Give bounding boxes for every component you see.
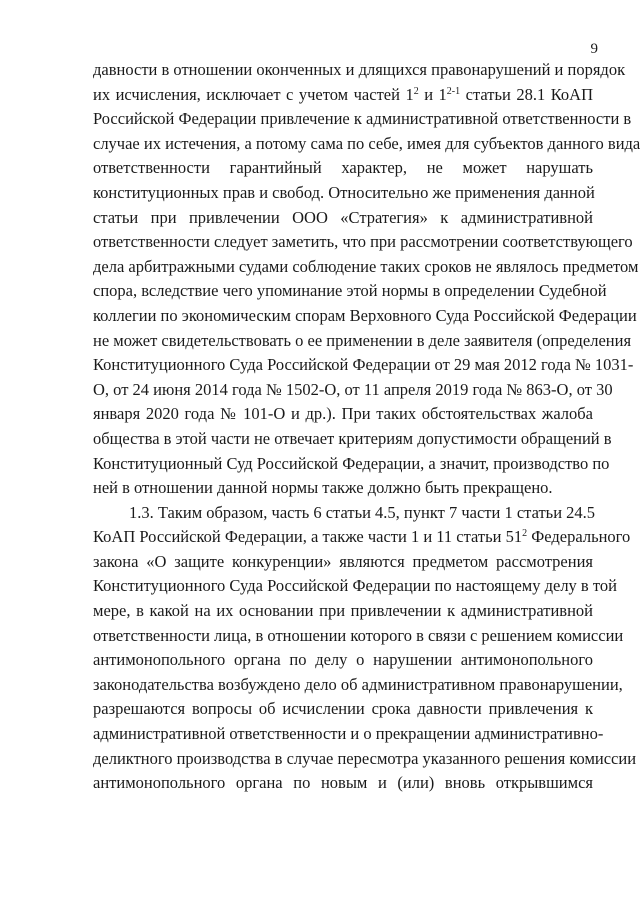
text-segment: и 1 xyxy=(418,84,447,104)
text-segment: Конституционный Суд Российской Федерации, а значит, производство по xyxy=(93,453,610,473)
text-segment: деликтного производства в случае пересмотра указанного решения комиссии xyxy=(93,748,637,768)
text-line xyxy=(93,279,607,304)
superscript: 2-1 xyxy=(446,85,461,97)
text-line xyxy=(93,452,610,477)
text-line xyxy=(93,427,612,452)
text-line xyxy=(93,747,637,772)
text-segment: января 2020 года № 101-О и др.). При таких обстоятельствах жалоба xyxy=(93,404,593,424)
text-line xyxy=(93,181,593,206)
text-segment: О, от 24 июня 2014 года № 1502-О, от 11 апреля 2019 года № 863-О, от 30 xyxy=(93,379,613,399)
text-line xyxy=(93,329,632,354)
text-segment: дела арбитражными судами соблюдение таких сроков не являлось предметом xyxy=(93,256,639,276)
text-segment: законодательства возбуждено дело об административном правонарушении, xyxy=(93,674,623,694)
text-segment: антимонопольного органа по новым и (или) вновь открывшимся xyxy=(93,773,593,793)
page-number: 9 xyxy=(590,41,598,57)
text-segment: общества в этой части не отвечает критериям допустимости обращений в xyxy=(93,428,612,448)
text-line xyxy=(93,697,593,722)
text-segment: коллегии по экономическим спорам Верховного Суда Российской Федерации xyxy=(93,305,637,325)
text-line xyxy=(93,230,633,255)
text-line xyxy=(93,501,596,526)
text-segment: административной ответственности и о прекращении административно- xyxy=(93,724,604,744)
text-line xyxy=(93,206,593,231)
text-segment: КоАП Российской Федерации, а также части 1 и 11 статьи 51 xyxy=(93,527,523,547)
text-segment: Федерального xyxy=(527,527,631,547)
text-line xyxy=(93,156,593,181)
text-line xyxy=(93,255,639,280)
text-segment: спора, вследствие чего упоминание этой нормы в определении Судебной xyxy=(93,281,607,301)
text-segment: ответственности следует заметить, что при рассмотрении соответствующего xyxy=(93,232,633,252)
text-line xyxy=(93,574,617,599)
text-line xyxy=(93,648,593,673)
text-segment: ответственности лица, в отношении которого в связи с решением комиссии xyxy=(93,625,624,645)
text-line xyxy=(93,353,634,378)
text-line xyxy=(93,673,623,698)
text-segment: ней в отношении данной нормы также должно быть прекращено. xyxy=(93,478,553,498)
text-line xyxy=(93,525,631,550)
text-segment: 1.3. Таким образом, часть 6 статьи 4.5, пункт 7 части 1 статьи 24.5 xyxy=(129,502,596,522)
text-segment: закона «О защите конкуренции» являются предметом рассмотрения xyxy=(93,551,593,571)
text-line xyxy=(93,599,593,624)
text-line xyxy=(93,304,637,329)
text-segment: их исчисления, исключает с учетом частей 1 xyxy=(93,84,414,104)
text-segment: не может свидетельствовать о ее применении в деле заявителя (определения xyxy=(93,330,632,350)
text-segment: случае их истечения, а потому сама по себе, имея для субъектов данного вида xyxy=(93,133,640,153)
text-line xyxy=(93,132,640,157)
text-line xyxy=(93,58,626,83)
text-segment: Конституционного Суда Российской Федерации по настоящему делу в той xyxy=(93,576,617,596)
text-segment: Конституционного Суда Российской Федерации от 29 мая 2012 года № 1031- xyxy=(93,355,634,375)
text-segment: статьи 28.1 КоАП xyxy=(460,84,593,104)
text-segment: конституционных прав и свобод. Относительно же применения данной xyxy=(93,182,595,202)
text-segment: антимонопольного органа по делу о нарушении антимонопольного xyxy=(93,650,593,670)
text-line xyxy=(93,402,593,427)
document-body xyxy=(93,58,640,796)
text-segment: статьи при привлечении ООО «Стратегия» к административной xyxy=(93,207,593,227)
text-segment: разрешаются вопросы об исчислении срока давности привлечения к xyxy=(93,699,593,719)
text-segment: Российской Федерации привлечение к административной ответственности в xyxy=(93,109,632,129)
text-line xyxy=(93,722,604,747)
superscript: 2 xyxy=(522,528,528,540)
text-line xyxy=(93,107,632,132)
text-line xyxy=(93,378,613,403)
text-line xyxy=(93,476,593,501)
text-line xyxy=(93,624,624,649)
text-segment: мере, в какой на их основании при привлечении к административной xyxy=(93,601,593,621)
text-line xyxy=(93,771,593,796)
superscript: 2 xyxy=(413,85,419,97)
text-line xyxy=(93,83,593,108)
text-line xyxy=(93,550,593,575)
text-segment: ответственности гарантийный характер, не может нарушать xyxy=(93,158,593,178)
text-segment: давности в отношении оконченных и длящихся правонарушений и порядок xyxy=(93,60,626,79)
